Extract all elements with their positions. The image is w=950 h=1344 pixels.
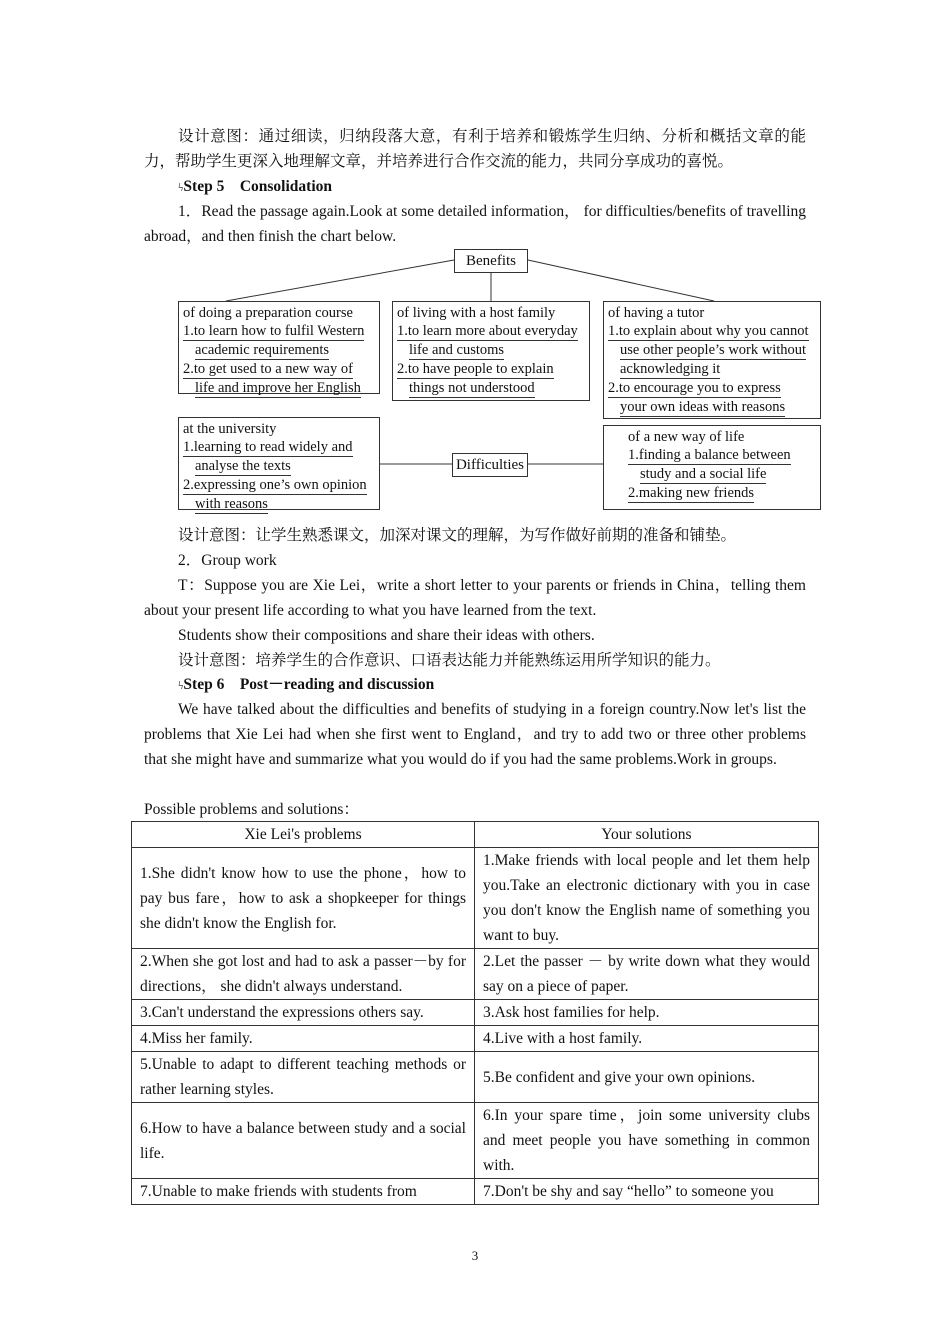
step-mark-icon: ϟ xyxy=(178,678,184,692)
problem-cell: 5.Unable to adapt to different teaching methods or rather learning styles. xyxy=(132,1052,475,1103)
table-row xyxy=(132,1000,819,1026)
design-intent-2: 设计意图：让学生熟悉课文，加深对课文的理解，为写作做好前期的准备和铺垫。 xyxy=(178,527,737,544)
box-new-way-of-life xyxy=(603,425,821,510)
discussion-paragraph: We have talked about the difficulties and benefits of studying in a foreign country.Now let's list the problems that Xie Lei had when she first went to England，and try to add two or three other problems that she might have and summarize what you would do if you had the same problems.Work in groups. xyxy=(144,701,806,768)
box-line: use other people’s work without xyxy=(620,342,807,358)
table-row xyxy=(132,1103,819,1179)
solution-cell: 5.Be confident and give your own opinions. xyxy=(475,1052,819,1103)
box-head: of doing a preparation course xyxy=(183,305,353,321)
step-mark-icon: ϟ xyxy=(178,180,184,194)
box-line: life and improve her English xyxy=(195,380,361,396)
difficulties-hub: Difficulties xyxy=(452,453,528,477)
box-line: acknowledging it xyxy=(620,361,721,377)
box-line: analyse the texts xyxy=(195,458,291,474)
design-intent-3: 设计意图：培养学生的合作意识、口语表达能力并能熟练运用所学知识的能力。 xyxy=(178,652,721,669)
problem-cell: 1.She didn't know how to use the phone，how to pay bus fare，how to ask a shopkeeper for things she didn't know the English for. xyxy=(132,848,475,949)
box-line: study and a social life xyxy=(640,466,767,482)
box-line: your own ideas with reasons xyxy=(620,399,786,415)
box-line: 1.to learn more about everyday xyxy=(397,323,578,339)
table-row xyxy=(132,848,819,949)
step5-heading xyxy=(178,174,332,200)
column-header-solutions: Your solutions xyxy=(475,822,819,848)
box-host-family xyxy=(392,301,590,401)
box-head: of living with a host family xyxy=(397,305,556,321)
problem-cell: 2.When she got lost and had to ask a passer－by for directions， she didn't always understand. xyxy=(132,949,475,1000)
table-row xyxy=(132,949,819,1000)
table-row xyxy=(132,1179,819,1205)
box-line: 2.making new friends xyxy=(628,485,755,501)
box-line: 1.finding a balance between xyxy=(628,447,791,463)
box-line: with reasons xyxy=(195,496,268,512)
table-header-row xyxy=(132,822,819,848)
box-head: of a new way of life xyxy=(628,429,745,445)
box-line: 2.to get used to a new way of xyxy=(183,361,353,377)
solution-cell: 4.Live with a host family. xyxy=(475,1026,819,1052)
box-university xyxy=(178,417,380,510)
step5-title: Step 5 Consolidation xyxy=(183,178,332,195)
design-intent-1: 设计意图：通过细读，归纳段落大意，有利于培养和锻炼学生归纳、分析和概括文章的能力，帮助学生更深入地理解文章，并培养进行合作交流的能力，共同分享成功的喜悦。 xyxy=(144,128,806,170)
task-1-instructions: 1．Read the passage again.Look at some detailed information， for difficulties/benefits of travelling abroad，and then finish the chart below. xyxy=(144,203,806,245)
box-line: academic requirements xyxy=(195,342,330,358)
task-2-label: 2．Group work xyxy=(178,552,277,569)
box-head: at the university xyxy=(183,421,277,437)
problem-cell: 6.How to have a balance between study and a social life. xyxy=(132,1103,475,1179)
step6-heading xyxy=(178,672,434,698)
students-activity: Students show their compositions and share their ideas with others. xyxy=(178,627,595,644)
box-head: of having a tutor xyxy=(608,305,705,321)
box-tutor xyxy=(603,301,821,419)
solution-cell: 3.Ask host families for help. xyxy=(475,1000,819,1026)
box-line: 2.to have people to explain xyxy=(397,361,554,377)
box-line: things not understood xyxy=(409,380,535,396)
box-line: 1.to explain about why you cannot xyxy=(608,323,809,339)
solution-cell: 7.Don't be shy and say “hello” to someone you xyxy=(475,1179,819,1205)
problem-cell: 4.Miss her family. xyxy=(132,1026,475,1052)
box-line: 2.expressing one’s own opinion xyxy=(183,477,367,493)
column-header-problems: Xie Lei's problems xyxy=(132,822,475,848)
connector-course xyxy=(226,260,454,301)
page-number: 3 xyxy=(471,1248,479,1263)
box-line: life and customs xyxy=(409,342,505,358)
box-line: 1.to learn how to fulfil Western xyxy=(183,323,365,339)
box-line: 2.to encourage you to express xyxy=(608,380,781,396)
solution-cell: 1.Make friends with local people and let them help you.Take an electronic dictionary with you in case you don't know the English name of something you want to buy. xyxy=(475,848,819,949)
connector-tutor xyxy=(528,260,714,301)
solution-cell: 6.In your spare time，join some university clubs and meet people you have something in common with. xyxy=(475,1103,819,1179)
teacher-instruction: T：Suppose you are Xie Lei，write a short letter to your parents or friends in China，telling them about your present life according to what you have learned from the text. xyxy=(144,577,806,619)
benefits-hub: Benefits xyxy=(454,249,528,273)
problems-solutions-table xyxy=(131,821,819,1205)
step6-title: Step 6 Post－reading and discussion xyxy=(183,676,435,693)
problem-cell: 7.Unable to make friends with students from xyxy=(132,1179,475,1205)
problem-cell: 3.Can't understand the expressions others say. xyxy=(132,1000,475,1026)
box-line: 1.learning to read widely and xyxy=(183,439,353,455)
benefits-difficulties-diagram xyxy=(144,248,834,518)
table-row xyxy=(132,1052,819,1103)
solution-cell: 2.Let the passer － by write down what they would say on a piece of paper. xyxy=(475,949,819,1000)
box-preparation-course xyxy=(178,301,380,394)
possible-problems-label: Possible problems and solutions： xyxy=(144,801,359,818)
table-row xyxy=(132,1026,819,1052)
